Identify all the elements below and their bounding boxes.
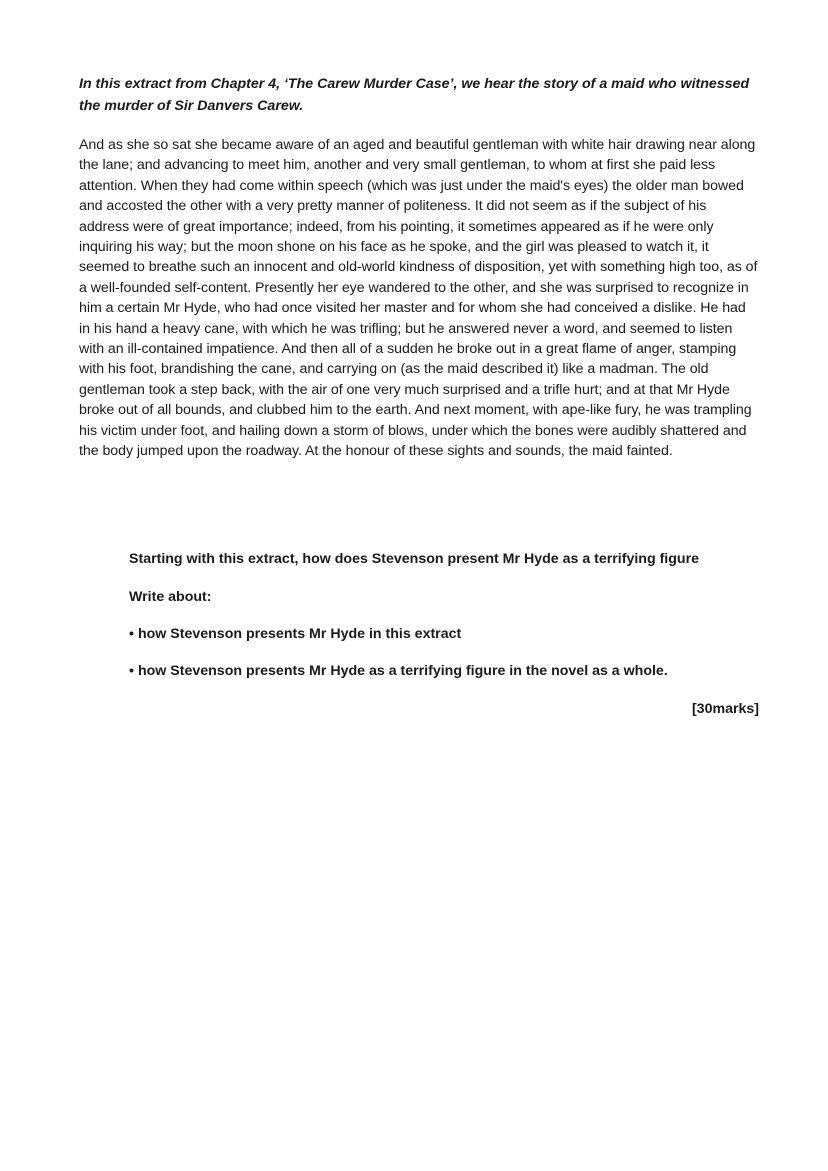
extract-text: And as she so sat she became aware of an aged and beautiful gentleman with white hair drawing near along the lane; and advancing to meet him, another and very small gentleman, to whom at first she paid less attention. When they had come within speech (which was just under the maid's eyes) the older man bowed and accosted the other with a very pretty manner of politeness. It did not seem as if the subject of his address were of great importance; indeed, from his pointing, it sometimes appeared as if he were only inquiring his way; but the moon shone on his face as he spoke, and the girl was pleased to watch it, it seemed to breathe such an innocent and old-world kindness of disposition, yet with something high too, as of a well-founded self-content. Presently her eye wandered to the other, and she was surprised to recognize in him a certain Mr Hyde, who had once visited her master and for whom she had conceived a dislike. He had in his hand a heavy cane, with which he was trifling; but he answered never a word, and seemed to listen with an ill-contained impatience. And then all of a sudden he broke out in a great flame of anger, stamping with his foot, brandishing the cane, and carrying on (as the maid described it) like a madman. The old gentleman took a step back, with the air of one very much surprised and a trifle hurt; and at that Mr Hyde broke out of all bounds, and clubbed him to the earth. And next moment, with ape-like fury, he was trampling his victim under foot, and hailing down a storm of blows, under which the bones were audibly shattered and the body jumped upon the roadway. At the honour of these sights and sounds, the maid fainted. [79, 137, 758, 460]
marks-label: [30marks] [691, 701, 759, 717]
bullet-point-icon: • [129, 663, 134, 679]
question-prompt: Starting with this extract, how does Stevenson present Mr Hyde as a terrifying figure [129, 551, 699, 567]
bullet-item-2 [129, 661, 759, 681]
bullet-item-1 [129, 624, 759, 644]
write-about-label: Write about: [129, 589, 212, 605]
bullet-point-icon: • [129, 626, 134, 642]
bullet-item-text: how Stevenson presents Mr Hyde as a terrifying figure in the novel as a whole. [137, 663, 668, 679]
bullet-item-text: how Stevenson presents Mr Hyde in this extract [137, 626, 462, 642]
extract-introduction: In this extract from Chapter 4, ‘The Carew Murder Case’, we hear the story of a maid who witnessed the murder of Sir Danvers Carew. [79, 76, 750, 114]
